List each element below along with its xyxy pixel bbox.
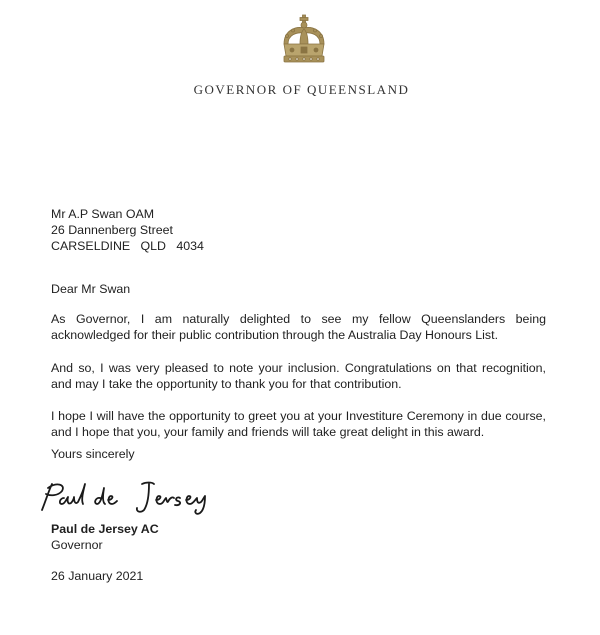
recipient-street: 26 Dannenberg Street — [51, 223, 173, 237]
recipient-locality: CARSELDINE QLD 4034 — [51, 239, 204, 253]
signatory-name: Paul de Jersey AC — [51, 522, 159, 536]
letter-date: 26 January 2021 — [51, 569, 144, 583]
handwritten-signature — [36, 478, 221, 516]
recipient-name: Mr A.P Swan OAM — [51, 207, 155, 221]
body-paragraph: As Governor, I am naturally delighted to see my fellow Queenslanders being acknowledged for their public contribution through the Australia Day Honours List. — [51, 312, 546, 342]
body-paragraph: I hope I will have the opportunity to greet you at your Investiture Ceremony in due course, and I hope that you, your family and friends will take great delight in this award. — [51, 409, 546, 439]
body-paragraph: And so, I was very pleased to note your inclusion. Congratulations on that recognition, and may I take the opportunity to thank you for that contribution. — [51, 361, 546, 391]
closing: Yours sincerely — [51, 447, 135, 461]
salutation: Dear Mr Swan — [51, 282, 131, 296]
recipient-address — [51, 206, 204, 254]
letterhead-title: GOVERNOR OF QUEENSLAND — [193, 82, 410, 97]
crown-icon — [276, 14, 332, 70]
signatory-title: Governor — [51, 538, 103, 552]
